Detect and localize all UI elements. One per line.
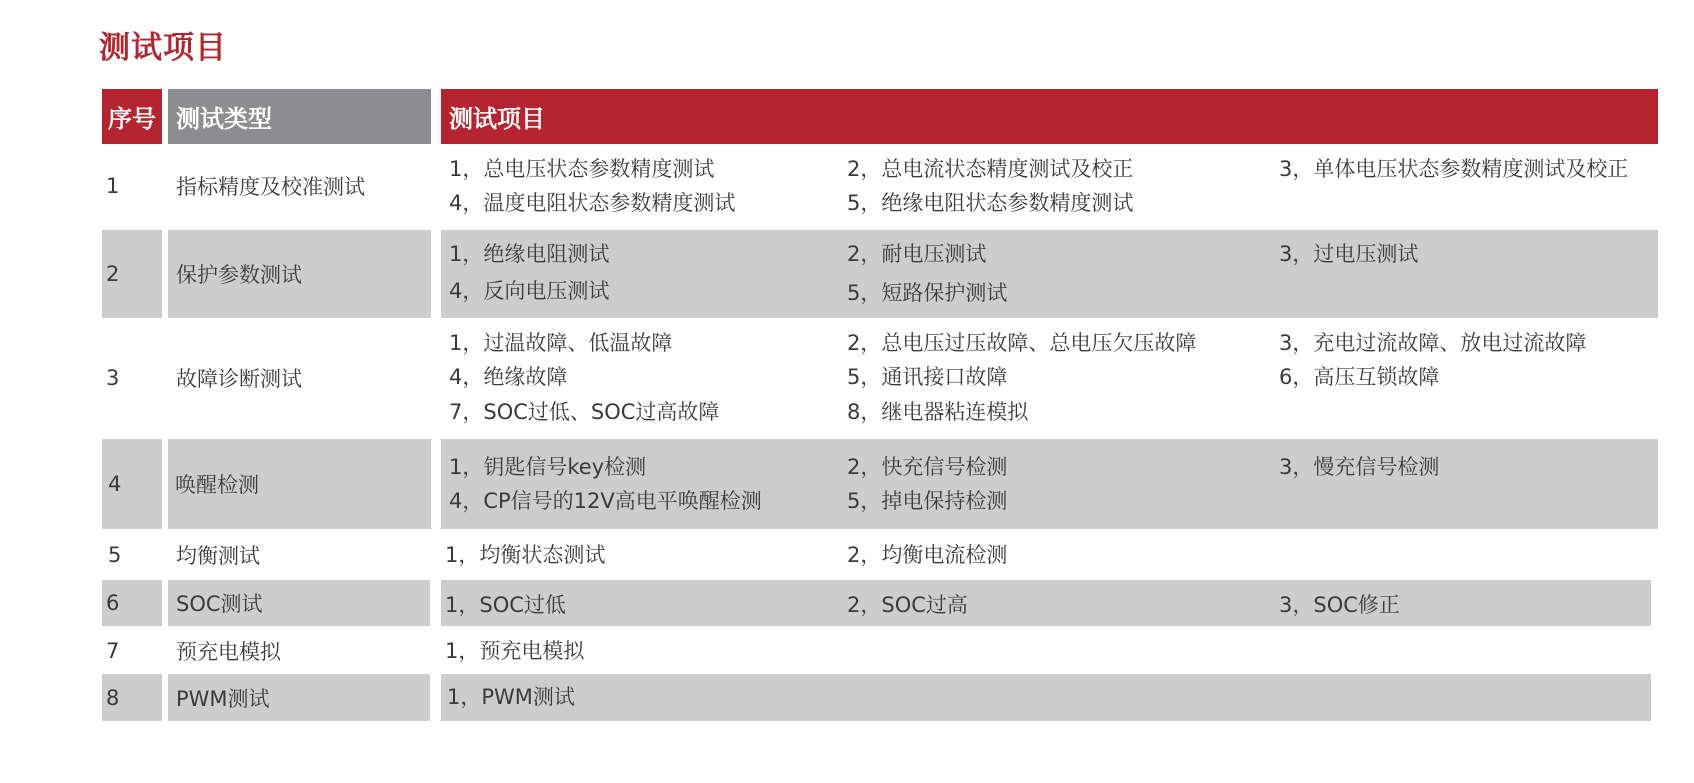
- row-type: SOC测试: [168, 580, 430, 626]
- test-item: 2，SOC过高: [847, 593, 968, 617]
- test-item: 2，总电压过压故障、总电压欠压故障: [847, 331, 1197, 355]
- test-item: 3，充电过流故障、放电过流故障: [1279, 331, 1587, 355]
- test-item: 3，单体电压状态参数精度测试及校正: [1279, 157, 1629, 181]
- row-type: 均衡测试: [176, 544, 260, 568]
- table-row: [0, 230, 1694, 318]
- test-item: 3，过电压测试: [1279, 242, 1419, 266]
- row-number: 2: [102, 230, 162, 318]
- test-item: 1，钥匙信号key检测: [449, 455, 647, 479]
- test-item: 2，耐电压测试: [847, 242, 987, 266]
- row-type: 指标精度及校准测试: [176, 175, 365, 199]
- row-number: 3: [106, 366, 120, 390]
- test-item: 3，慢充信号检测: [1279, 455, 1440, 479]
- test-item: 5，掉电保持检测: [847, 489, 1008, 513]
- test-item: 1，总电压状态参数精度测试: [449, 157, 715, 181]
- row-type: 唤醒检测: [168, 439, 431, 529]
- test-item: 5，绝缘电阻状态参数精度测试: [847, 191, 1134, 215]
- page-title: 测试项目: [99, 30, 227, 66]
- table-row: [0, 439, 1694, 529]
- row-type: 故障诊断测试: [176, 367, 302, 391]
- row-number: 8: [102, 674, 162, 721]
- row-number: 1: [106, 174, 120, 198]
- row-number: 7: [106, 639, 120, 663]
- row-items: [441, 230, 1658, 318]
- table-row: [0, 580, 1694, 626]
- table-row: [0, 148, 1694, 224]
- test-item: 2，快充信号检测: [847, 455, 1008, 479]
- test-item: 4，反向电压测试: [449, 279, 610, 303]
- header-type: 测试类型: [168, 89, 431, 144]
- row-type: PWM测试: [168, 674, 430, 721]
- row-items: [441, 630, 1658, 672]
- test-item: 1，预充电模拟: [445, 639, 585, 663]
- row-number: 6: [102, 580, 162, 626]
- test-item: 6，高压互锁故障: [1279, 365, 1440, 389]
- row-items: [441, 674, 1651, 721]
- test-item: 2，均衡电流检测: [847, 543, 1008, 567]
- row-items: [441, 580, 1651, 626]
- row-items: [441, 532, 1658, 578]
- test-item: 7，SOC过低、SOC过高故障: [449, 400, 720, 424]
- header-no: 序号: [102, 89, 162, 144]
- row-items: [441, 148, 1658, 224]
- header-items: 测试项目: [441, 89, 1658, 144]
- row-number: 4: [102, 439, 162, 529]
- row-items: [441, 320, 1658, 436]
- test-item: 1，SOC过低: [445, 593, 566, 617]
- test-item: 1，绝缘电阻测试: [449, 242, 610, 266]
- test-item: 4，温度电阻状态参数精度测试: [449, 191, 736, 215]
- row-type: 预充电模拟: [176, 640, 281, 664]
- test-item: 1，均衡状态测试: [445, 543, 606, 567]
- row-items: [441, 439, 1658, 529]
- table-row: [0, 630, 1694, 672]
- test-item: 2，总电流状态精度测试及校正: [847, 157, 1134, 181]
- test-item: 5，短路保护测试: [847, 281, 1008, 305]
- test-item: 3，SOC修正: [1279, 593, 1400, 617]
- test-item: 5，通讯接口故障: [847, 365, 1008, 389]
- table-row: [0, 532, 1694, 578]
- test-item: 1，PWM测试: [447, 685, 575, 709]
- test-item: 8，继电器粘连模拟: [847, 400, 1029, 424]
- table-row: [0, 674, 1694, 721]
- row-number: 5: [108, 543, 122, 567]
- row-type: 保护参数测试: [168, 230, 431, 318]
- table-row: [0, 320, 1694, 436]
- test-item: 4，CP信号的12V高电平唤醒检测: [449, 489, 762, 513]
- test-item: 1，过温故障、低温故障: [449, 331, 673, 355]
- test-item: 4，绝缘故障: [449, 365, 568, 389]
